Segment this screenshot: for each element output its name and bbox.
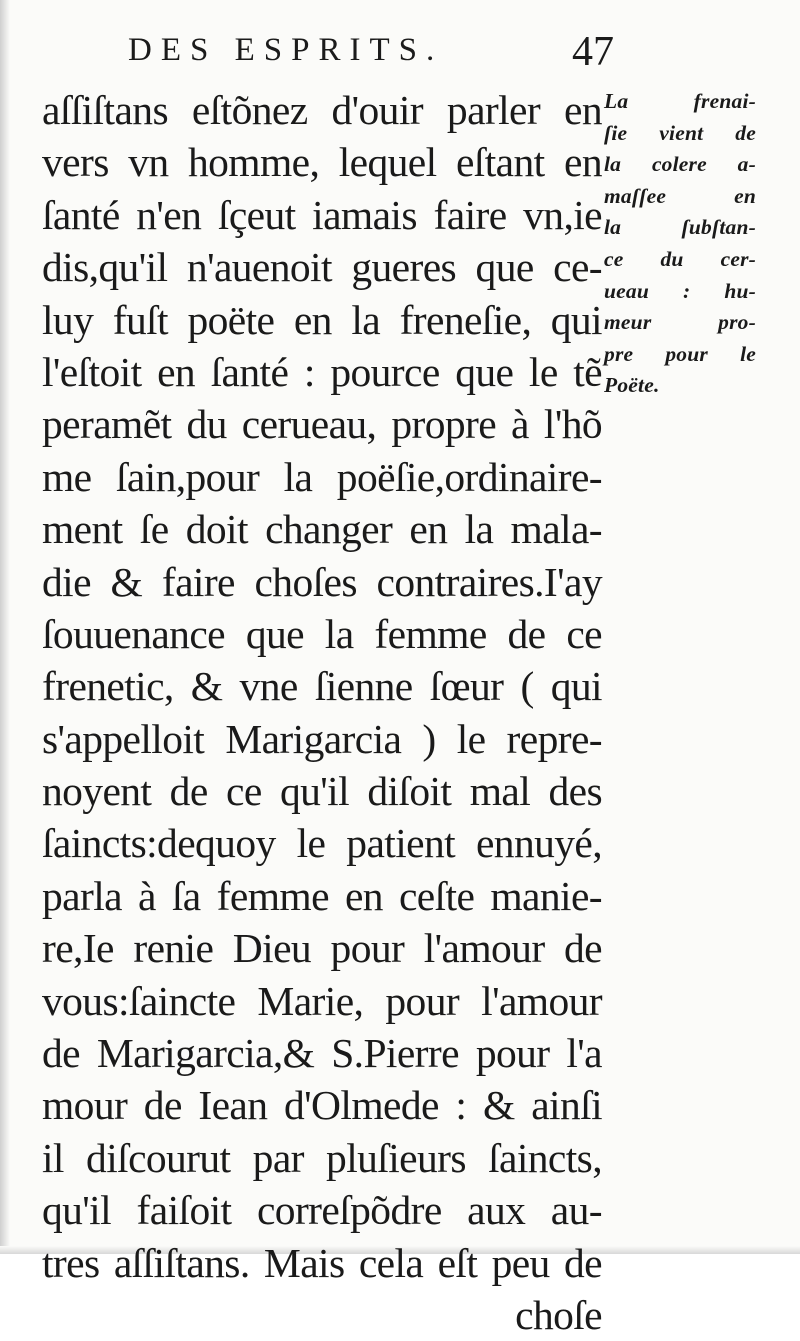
marginal-note-line: Poëte. — [604, 373, 660, 398]
text-line: de Marigarcia,& S.Pierre pour l'a — [42, 1030, 602, 1077]
marginal-note-line: maſſee en — [604, 183, 756, 208]
main-text-block — [42, 84, 602, 1341]
text-line: peramẽt du cerueau, propre à l'hõ — [42, 401, 602, 448]
text-line: aſſiſtans eſtõnez d'ouir parler en — [42, 87, 602, 133]
marginal-note-line: la ſubſtan- — [604, 215, 756, 240]
catchword-line: choſe — [515, 1291, 602, 1338]
text-line: luy fuſt poëte en la freneſie, qui — [42, 296, 602, 343]
marginal-note-line: ſie vient de — [604, 120, 756, 145]
text-line: parla à ſa femme en ceſte manie- — [42, 872, 602, 919]
marginal-note-line: ce du cer- — [604, 246, 756, 271]
marginal-note-line: La frenai- — [604, 89, 756, 113]
text-line: ſaincts:dequoy le patient ennuyé, — [42, 820, 602, 867]
text-line: die & faire choſes contraires.I'ay — [42, 558, 602, 605]
text-line: tres aſſiſtans. Mais cela eſt peu de — [42, 1239, 602, 1286]
text-line: qu'il faiſoit correſpõdre aux au- — [42, 1187, 602, 1234]
text-line: ſouuenance que la femme de ce — [42, 610, 602, 657]
marginal-note-line: meur pro- — [604, 310, 756, 335]
page-edge-shadow — [0, 0, 10, 1254]
text-line: ſanté n'en ſçeut iamais faire vn,ie — [42, 191, 602, 238]
text-line: l'eſtoit en ſanté : pource que le tẽ — [42, 348, 602, 395]
marginal-note-line: la colere a- — [604, 152, 756, 177]
text-line: mour de Iean d'Olmede : & ainſi — [42, 1082, 602, 1129]
text-line: frenetic, & vne ſienne ſœur ( qui — [42, 663, 602, 710]
text-line: ment ſe doit changer en la mala- — [42, 506, 602, 553]
marginal-note-line: pre pour le — [604, 341, 756, 366]
text-line: vers vn homme, lequel eſtant en — [42, 139, 602, 186]
text-line: noyent de ce qu'il diſoit mal des — [42, 768, 602, 815]
page-number: 47 — [572, 29, 614, 75]
marginal-note-line: ueau : hu- — [604, 278, 756, 303]
text-line: dis,qu'il n'auenoit gueres que ce- — [42, 244, 602, 291]
text-line: me ſain,pour la poëſie,ordinaire- — [42, 453, 602, 500]
text-line: vous:ſaincte Marie, pour l'amour — [42, 977, 602, 1024]
running-head: DES ESPRITS. — [128, 32, 444, 68]
text-line: s'appelloit Marigarcia ) le repre- — [42, 715, 602, 762]
text-line: re,Ie renie Dieu pour l'amour de — [42, 925, 602, 972]
text-line: il diſcourut par pluſieurs ſaincts, — [42, 1134, 602, 1181]
marginal-note — [604, 86, 756, 402]
